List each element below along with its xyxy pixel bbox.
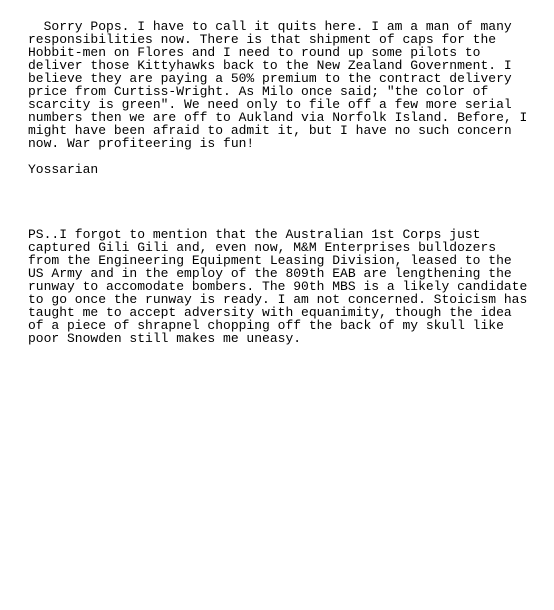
text-line: deliver those Kittyhawks back to the New Zealand Government. I (28, 58, 512, 73)
letter-body (28, 20, 548, 345)
text-line: Hobbit-men on Flores and I need to round up some pilots to (28, 45, 481, 60)
letter-paragraph-main (28, 20, 548, 150)
text-line: Sorry Pops. I have to call it quits here. I am a man of many (28, 19, 512, 34)
text-line: responsibilities now. There is that shipment of caps for the (28, 32, 497, 47)
text-line: captured Gili Gili and, even now, M&M Enterprises bulldozers (28, 240, 497, 255)
text-line: scarcity is green". We need only to file off a few more serial (28, 97, 512, 112)
text-line: of a piece of shrapnel chopping off the back of my skull like (28, 318, 504, 333)
text-line: taught me to accept adversity with equanimity, though the idea (28, 305, 512, 320)
text-line: numbers then we are off to Aukland via Norfolk Island. Before, I (28, 110, 528, 125)
signature: Yossarian (28, 162, 99, 177)
text-line: believe they are paying a 50% premium to the contract delivery (28, 71, 512, 86)
text-line: price from Curtiss-Wright. As Milo once said; "the color of (28, 84, 489, 99)
text-line: poor Snowden still makes me uneasy. (28, 331, 302, 346)
text-line: runway to accomodate bombers. The 90th MBS is a likely candidate (28, 279, 528, 294)
text-line: might have been afraid to admit it, but I have no such concern (28, 123, 512, 138)
blank-gap (28, 176, 548, 228)
text-line: now. War profiteering is fun! (28, 136, 255, 151)
text-line: from the Engineering Equipment Leasing Division, leased to the (28, 253, 512, 268)
text-line: PS..I forgot to mention that the Australian 1st Corps just (28, 227, 481, 242)
text-line: US Army and in the employ of the 809th EAB are lengthening the (28, 266, 512, 281)
blank-line (28, 150, 548, 163)
text-line: to go once the runway is ready. I am not concerned. Stoicism has (28, 292, 528, 307)
postscript-paragraph (28, 228, 548, 345)
